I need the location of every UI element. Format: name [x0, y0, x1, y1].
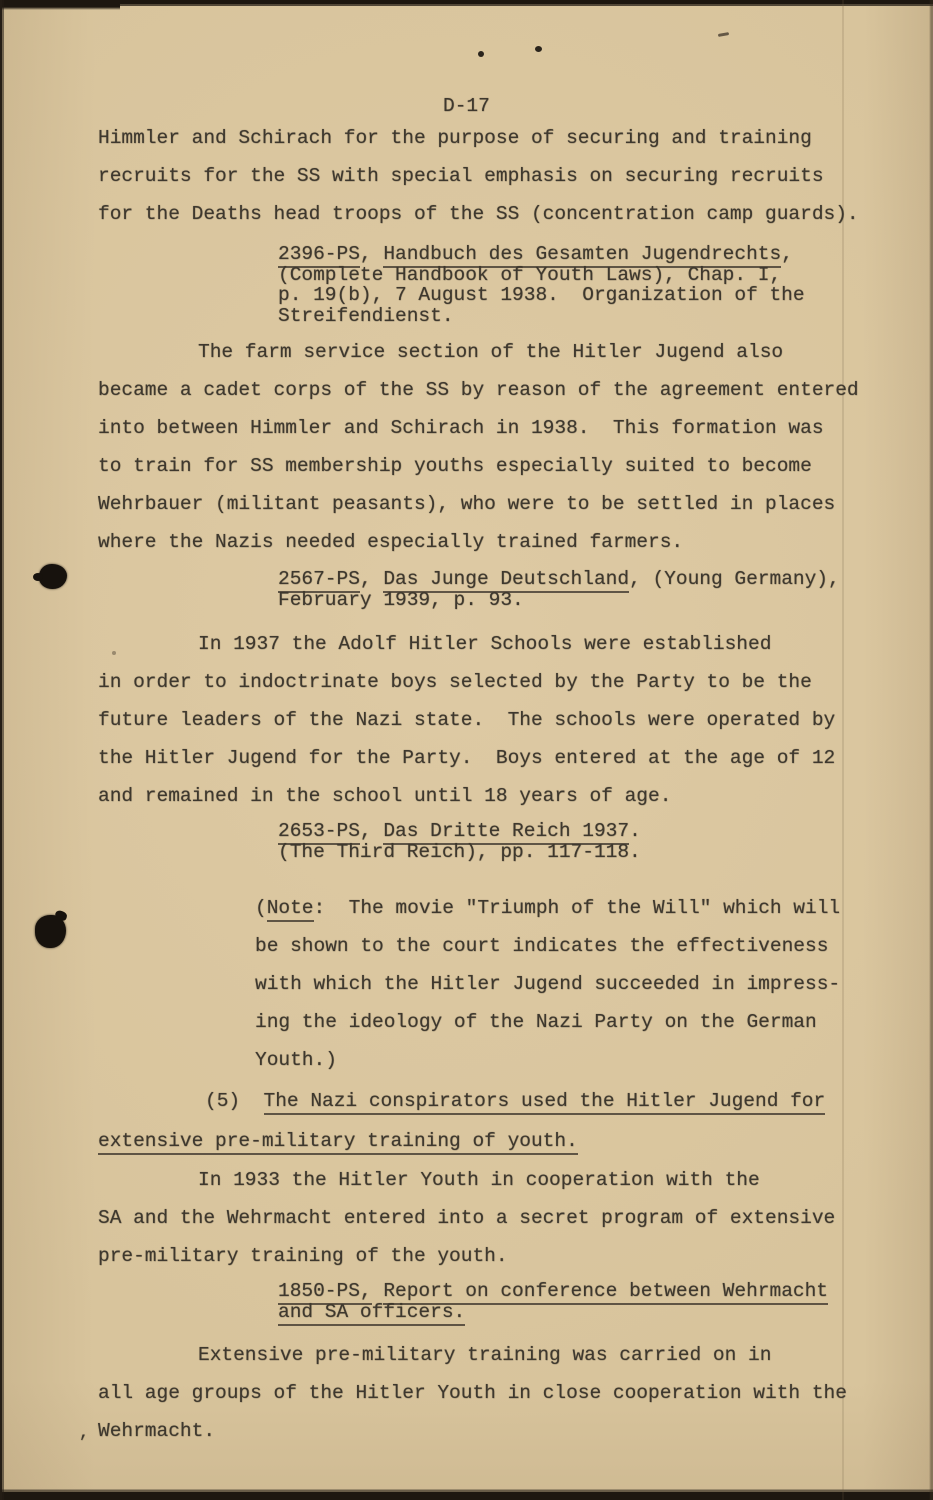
text-line: Extensive pre-military training was carried on in [198, 1344, 772, 1366]
page-number [443, 94, 490, 118]
note-line: be shown to the court indicates the effectiveness [255, 935, 829, 957]
separator [372, 1280, 384, 1302]
punch-hole [39, 564, 67, 589]
text-line: In 1933 the Hitler Youth in cooperation with the [198, 1169, 760, 1191]
text-line: where the Nazis needed especially trained farmers. [98, 531, 684, 553]
text-line: for the Deaths head troops of the SS (concentration camp guards). [98, 203, 859, 225]
text-line: SA and the Wehrmacht entered into a secret program of extensive [98, 1207, 836, 1229]
note-line: ing the ideology of the Nazi Party on the German [255, 1011, 817, 1033]
citation-2567-ps [278, 569, 840, 610]
citation-line: February 1939, p. 93. [278, 588, 524, 611]
text-line: The farm service section of the Hitler Jugend also [198, 341, 784, 363]
text-line: to train for SS membership youths especially suited to become [98, 455, 812, 477]
scan-edge-right [929, 0, 933, 1500]
paragraph-1933-secret-program [98, 1161, 835, 1275]
text-line: future leaders of the Nazi state. The schools were operated by [98, 709, 836, 731]
paragraph-premilitary-training [98, 1336, 847, 1450]
paragraph-farm-service [98, 333, 859, 561]
text-line: Himmler and Schirach for the purpose of securing and training [98, 127, 812, 149]
text-line: In 1937 the Adolf Hitler Schools were established [198, 633, 772, 655]
note-label: Note [267, 897, 314, 922]
note-text: : The movie "Triumph of the Will" which will [313, 897, 841, 919]
heading-line [98, 1121, 825, 1161]
text-line: Wehrbauer (militant peasants), who were to be settled in places [98, 493, 836, 515]
section-heading-5 [98, 1081, 825, 1161]
text-line: in order to indoctrinate boys selected by the Party to be the [98, 671, 812, 693]
separator: , [359, 243, 384, 265]
heading-line [98, 1081, 825, 1121]
paren: ( [255, 897, 267, 919]
scan-edge-top-left [0, 0, 120, 10]
citation-tail: , [781, 243, 793, 265]
paragraph-adolf-hitler-schools [98, 625, 835, 815]
citation-line [278, 821, 641, 842]
text-line: Wehrmacht. [98, 1420, 216, 1442]
ink-dot [535, 46, 542, 52]
scan-edge-bottom [0, 1489, 933, 1500]
citation-tail: . [629, 820, 641, 842]
citation-line: (Complete Handbook of Youth Laws), Chap. I, [278, 263, 782, 286]
citation-tail: , (Young Germany), [629, 568, 840, 590]
citation-2653-ps [278, 821, 641, 862]
citation-2396-ps [278, 244, 805, 326]
pencil-dash-mark [718, 32, 729, 37]
text-line: became a cadet corps of the SS by reason of the agreement entered [98, 379, 859, 401]
citation-1850-ps [278, 1281, 828, 1322]
note-triumph-of-the-will [255, 889, 840, 1079]
citation-line: Streifendienst. [278, 304, 454, 327]
text-line: and remained in the school until 18 years of age. [98, 785, 672, 807]
paragraph-securing-recruits [98, 119, 859, 233]
citation-title: Das Dritte Reich 1937 [383, 820, 629, 845]
exhibit-number: 2567-PS [278, 568, 360, 593]
exhibit-number: 1850-PS, [278, 1280, 372, 1305]
section-number: (5) [205, 1090, 241, 1112]
page-number-text: D-17 [443, 95, 490, 117]
heading-text: The Nazi conspirators used the Hitler Jugend for [264, 1090, 826, 1115]
citation-line [278, 244, 805, 265]
scan-edge-left [0, 0, 4, 1500]
note-line: with which the Hitler Jugend succeeded in impress- [255, 973, 841, 995]
text-line: into between Himmler and Schirach in 1938. This formation was [98, 417, 824, 439]
heading-text: extensive pre-military training of youth. [98, 1130, 578, 1155]
citation-line: (The Third Reich), pp. 117-118. [278, 840, 641, 863]
citation-title: Report on conference between Wehrmacht [383, 1280, 828, 1305]
ink-dot [478, 51, 484, 57]
punch-hole [35, 915, 66, 948]
text-line: recruits for the SS with special emphasis on securing recruits [98, 165, 824, 187]
separator: , [359, 568, 384, 590]
citation-line [278, 1281, 828, 1302]
text-line: the Hitler Jugend for the Party. Boys entered at the age of 12 [98, 747, 836, 769]
exhibit-number: 2653-PS [278, 820, 360, 845]
separator: , [359, 820, 384, 842]
stray-ink-mark: , [79, 1424, 90, 1443]
text-line: pre-military training of the youth. [98, 1245, 508, 1267]
citation-title: and SA officers. [278, 1301, 465, 1326]
text-line: all age groups of the Hitler Youth in close cooperation with the [98, 1382, 847, 1404]
separator [240, 1090, 263, 1112]
citation-line: p. 19(b), 7 August 1938. Organization of the [278, 284, 805, 306]
note-line: Youth.) [255, 1049, 337, 1071]
scan-edge-top [0, 0, 933, 6]
citation-line [278, 569, 840, 590]
citation-title: Das Junge Deutschland [383, 568, 629, 593]
citation-title: Handbuch des Gesamten Jugendrechts [383, 243, 781, 268]
exhibit-number: 2396-PS [278, 243, 360, 268]
note-line [255, 889, 840, 927]
